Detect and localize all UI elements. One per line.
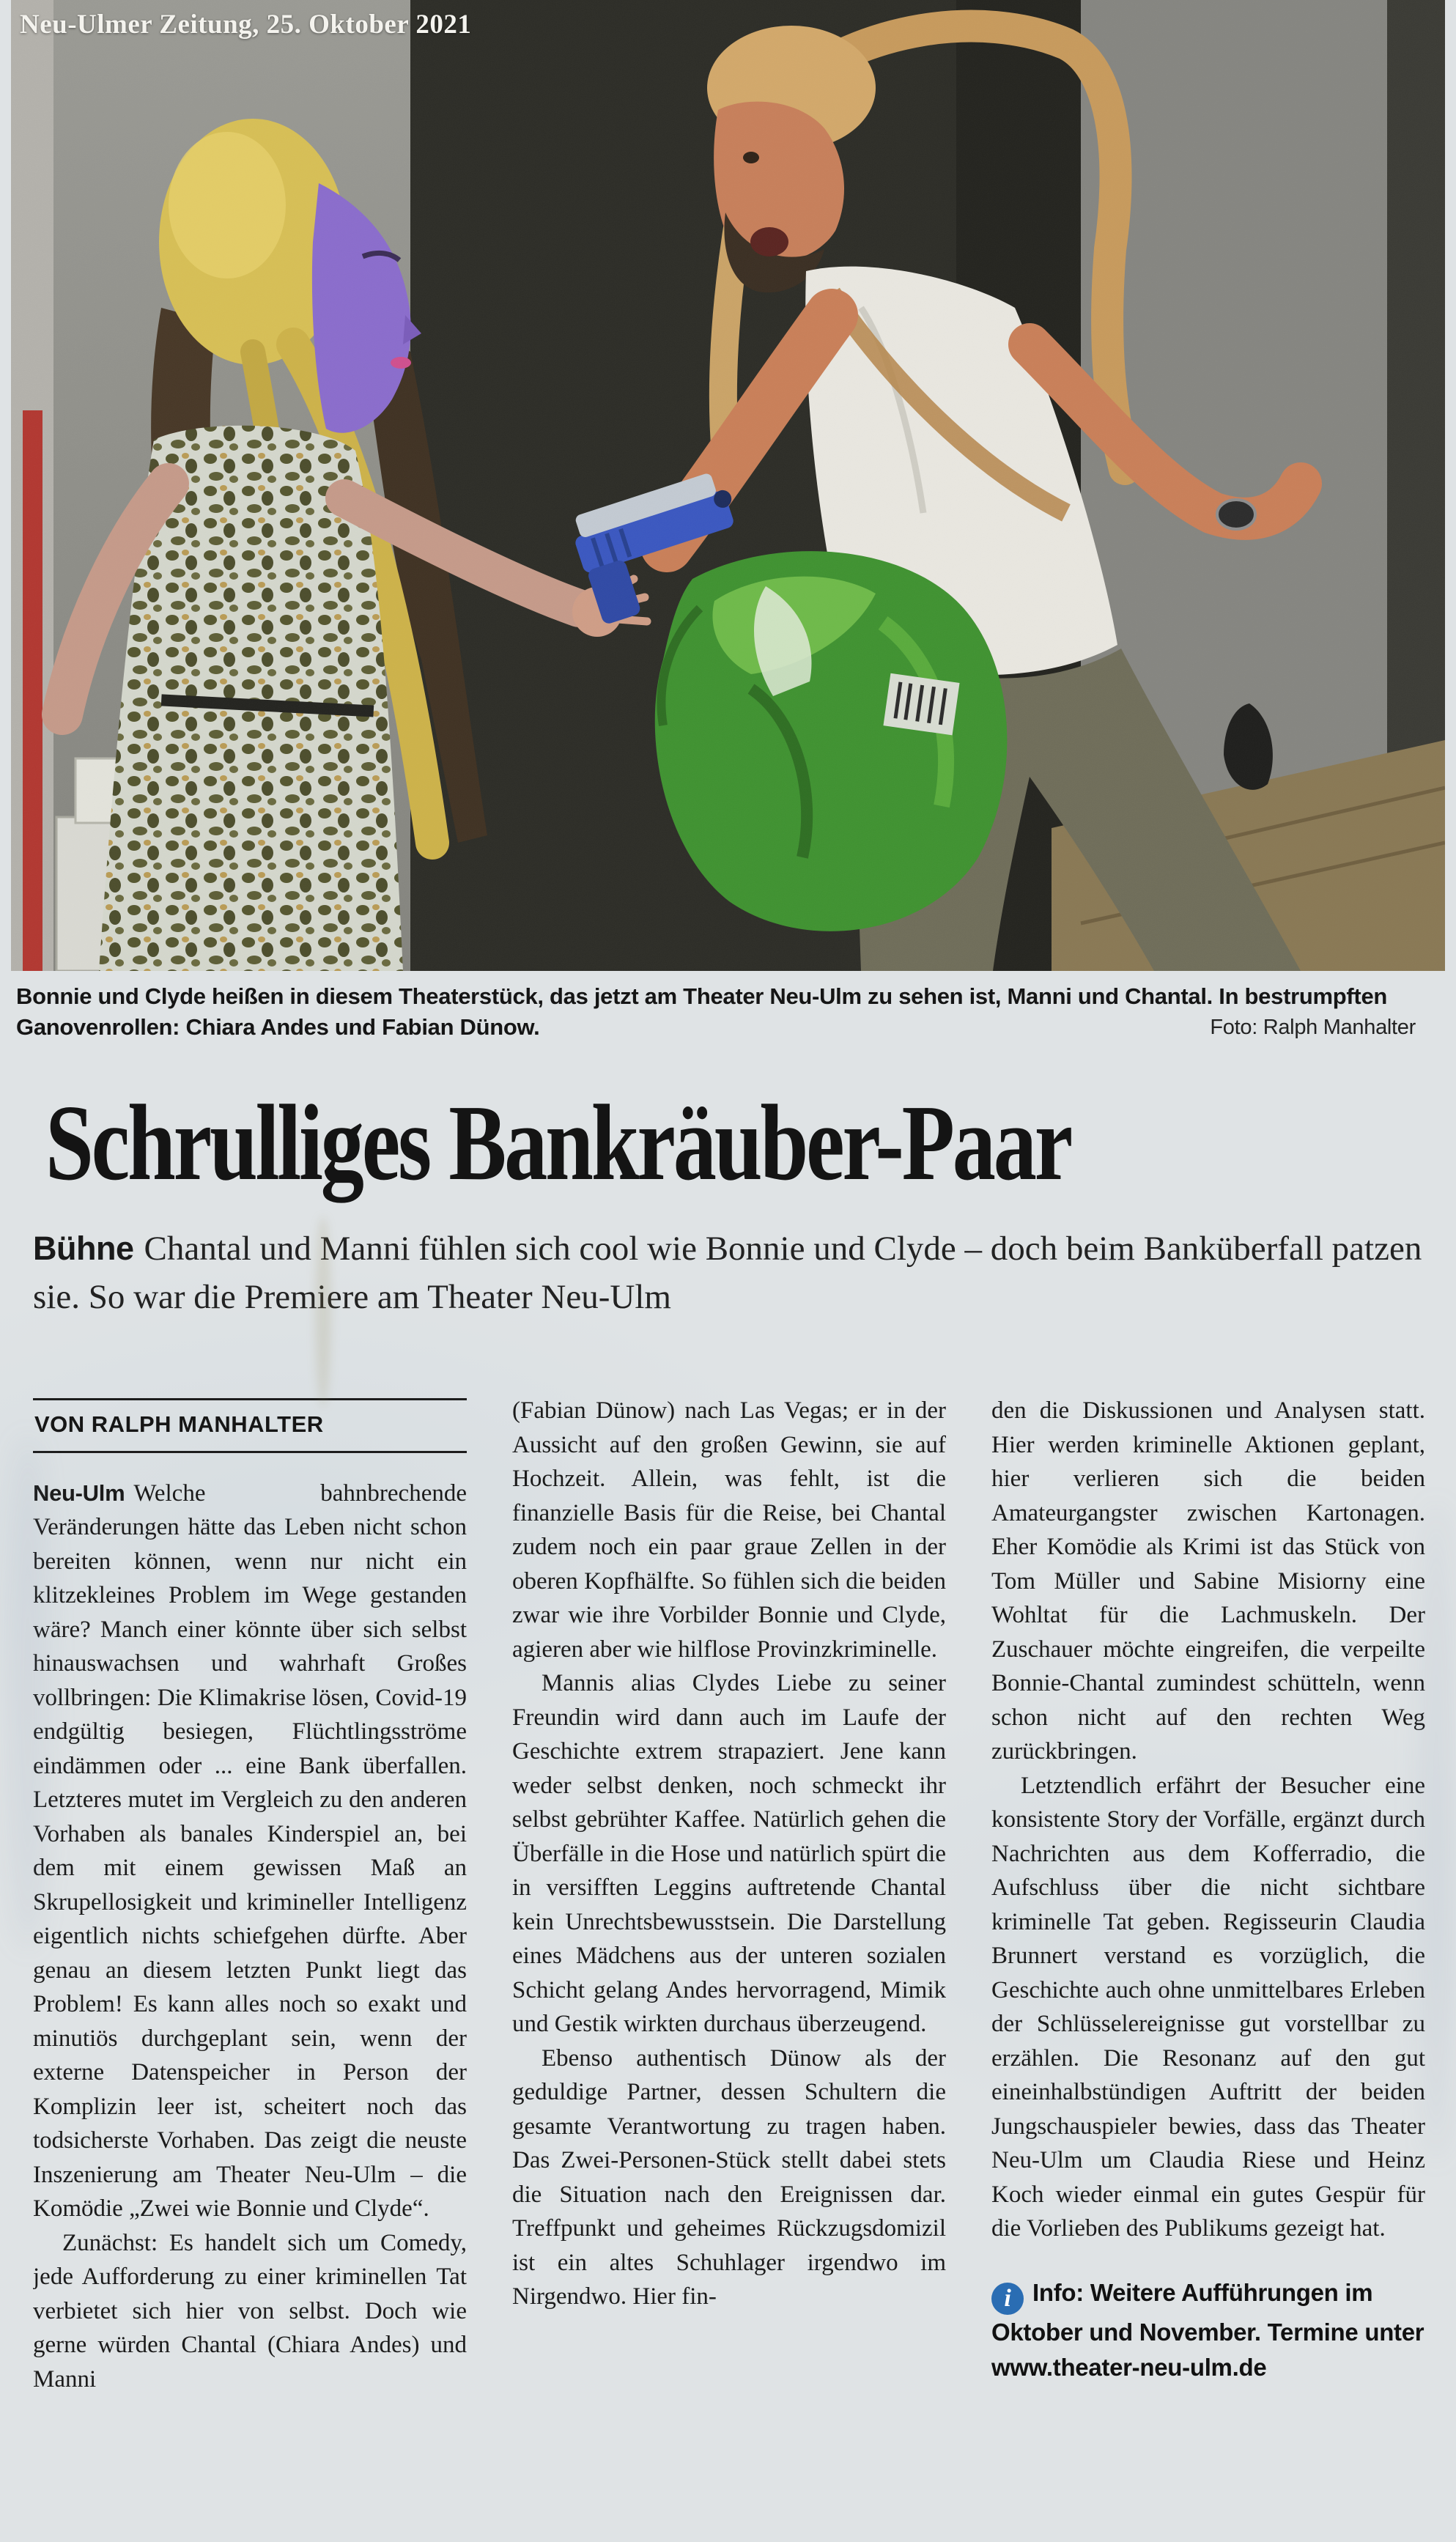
stage-photo <box>11 0 1445 971</box>
info-box <box>991 2275 1425 2385</box>
photo-caption <box>16 981 1416 1043</box>
stage-photo-illustration <box>11 0 1445 971</box>
info-url: www.theater-neu-ulm.de <box>991 2353 1267 2381</box>
paragraph: Letztendlich erfährt der Besucher eine konsistente Story der Vorfälle, ergänzt durch Nachrichten aus dem Kofferradio, die Aufschluss über die nicht sichtbare kriminelle Tat geben. Regisseurin Claudia Brunnert verstand es vorzüglich, die Geschichte auch ohne unmittelbares Erleben der Schlüsselereignisse gut vorstellbar zu erzählen. Die Resonanz auf den gut eineinhalbstündigen Auftritt der beiden Jungschauspieler bewies, dass das Theater Neu-Ulm um Claudia Riese und Heinz Koch wieder einmal ein gutes Gespür für die Vorlieben des Publikums gezeigt hat. <box>991 1772 1425 2242</box>
column-3 <box>991 1394 1425 2526</box>
photo-credit: Foto: Ralph Manhalter <box>1210 1016 1416 1039</box>
info-icon: i <box>991 2283 1024 2315</box>
article-body <box>33 1394 1425 2526</box>
paragraph-text: Welche bahnbrechende Veränderungen hätte das Leben nicht schon bereiten können, wenn nur nicht ein klitzekleines Problem im Wege gestanden wäre? Manch einer könnte über sich selbst hinauswachsen und wahrhaft Großes vollbringen: Die Klimakrise lösen, Covid-19 endgültig besiegen, Flüchtlingsströme eindämmen oder ... eine Bank überfallen. Letzteres mutet im Vergleich zu den anderen Vorhaben als banales Kinderspiel an, bei dem mit einem gewissen Maß an Skrupellosigkeit und krimineller Intelligenz eigentlich nichts schiefgehen dürfte. Aber genau an diesem letzten Punkt liegt das Problem! Es kann alles noch so exakt und minutiös durchgeplant sein, wenn der externe Datenspeicher in Person der Komplizin leer ist, scheitert noch das todsicherste Vorhaben. Das zeigt die neuste Inszenierung am Theater Neu-Ulm – die Komödie „Zwei wie Bonnie und Clyde“. <box>33 1479 467 2222</box>
info-text: Weitere Aufführungen im Oktober und November. Termine unter <box>991 2278 1424 2346</box>
section-kicker: Bühne <box>33 1230 134 1267</box>
paragraph: Zunächst: Es handelt sich um Comedy, jede Aufforderung zu einer kriminellen Tat verbietet sich hier von selbst. Doch wie gerne würden Chantal (Chiara Andes) und Manni <box>33 2229 467 2393</box>
article-headline-text: Schrulliges Bankräuber-Paar <box>45 1083 1071 1203</box>
column-1 <box>33 1394 467 2526</box>
newspaper-masthead: Neu-Ulmer Zeitung, 25. Oktober 2021 <box>20 10 472 40</box>
column-2 <box>512 1394 946 2526</box>
article-headline <box>45 1081 1456 1203</box>
byline: VON RALPH MANHALTER <box>33 1398 467 1453</box>
paragraph: (Fabian Dünow) nach Las Vegas; er in der Aussicht auf den großen Gewinn, sie auf Hochzeit. Allein, was fehlt, ist die finanzielle Basis für die Reise, bei Chantal zudem noch ein paar graue Zellen in der oberen Kopfhälfte. So fühlen sich die beiden zwar wie ihre Vorbilder Bonnie und Clyde, agieren aber wie hilflose Provinzkriminelle. <box>512 1397 946 1663</box>
article-subhead <box>33 1224 1425 1321</box>
paragraph: den die Diskussionen und Analysen statt. Hier werden kriminelle Aktionen geplant, hier verlieren sich die beiden Amateurgangster zwischen Kartonagen. Eher Komödie als Krimi ist das Stück von Tom Müller und Sabine Misiorny eine Wohltat für die Lachmuskeln. Der Zuschauer möchte eingreifen, die verpeilte Bonnie-Chantal zumindest schütteln, wenn schon nicht auf den rechten Weg zurückbringen. <box>991 1397 1425 1765</box>
info-label: Info: <box>1032 2278 1084 2306</box>
subhead-text: Chantal und Manni fühlen sich cool wie Bonnie und Clyde – doch beim Banküberfall patzen sie. So war die Premiere am Theater Neu-Ulm <box>33 1230 1422 1316</box>
paragraph: Ebenso authentisch Dünow als der geduldige Partner, dessen Schultern die gesamte Verantwortung zu tragen haben. Das Zwei-Personen-Stück stellt dabei stets die Situation nach den Ereignissen dar. Treffpunkt und geheimes Rückzugsdomizil ist ein altes Schuhlager irgendwo im Nirgendwo. Hier fin- <box>512 2044 946 2310</box>
dateline-location: Neu-Ulm <box>33 1479 125 1506</box>
photo-caption-text: Bonnie und Clyde heißen in diesem Theaterstück, das jetzt am Theater Neu-Ulm zu sehen ist, Manni und Chantal. In bestrumpften Ganovenrollen: Chiara Andes und Fabian Dünow. <box>16 983 1388 1040</box>
paragraph: Mannis alias Clydes Liebe zu seiner Freundin wird dann auch im Laufe der Geschichte extrem strapaziert. Jene kann weder selbst denken, noch schmeckt ihr selbst gebrühter Kaffee. Natürlich gehen die Überfälle in die Hose und natürlich spürt die in versifften Leggins auftretende Chantal kein Unrechtsbewusstsein. Die Darstellung eines Mädchens aus der unteren sozialen Schicht gelang Andes hervorragend, Mimik und Gestik wirkten durchaus überzeugend. <box>512 1670 946 2037</box>
paragraph <box>33 1477 467 2226</box>
